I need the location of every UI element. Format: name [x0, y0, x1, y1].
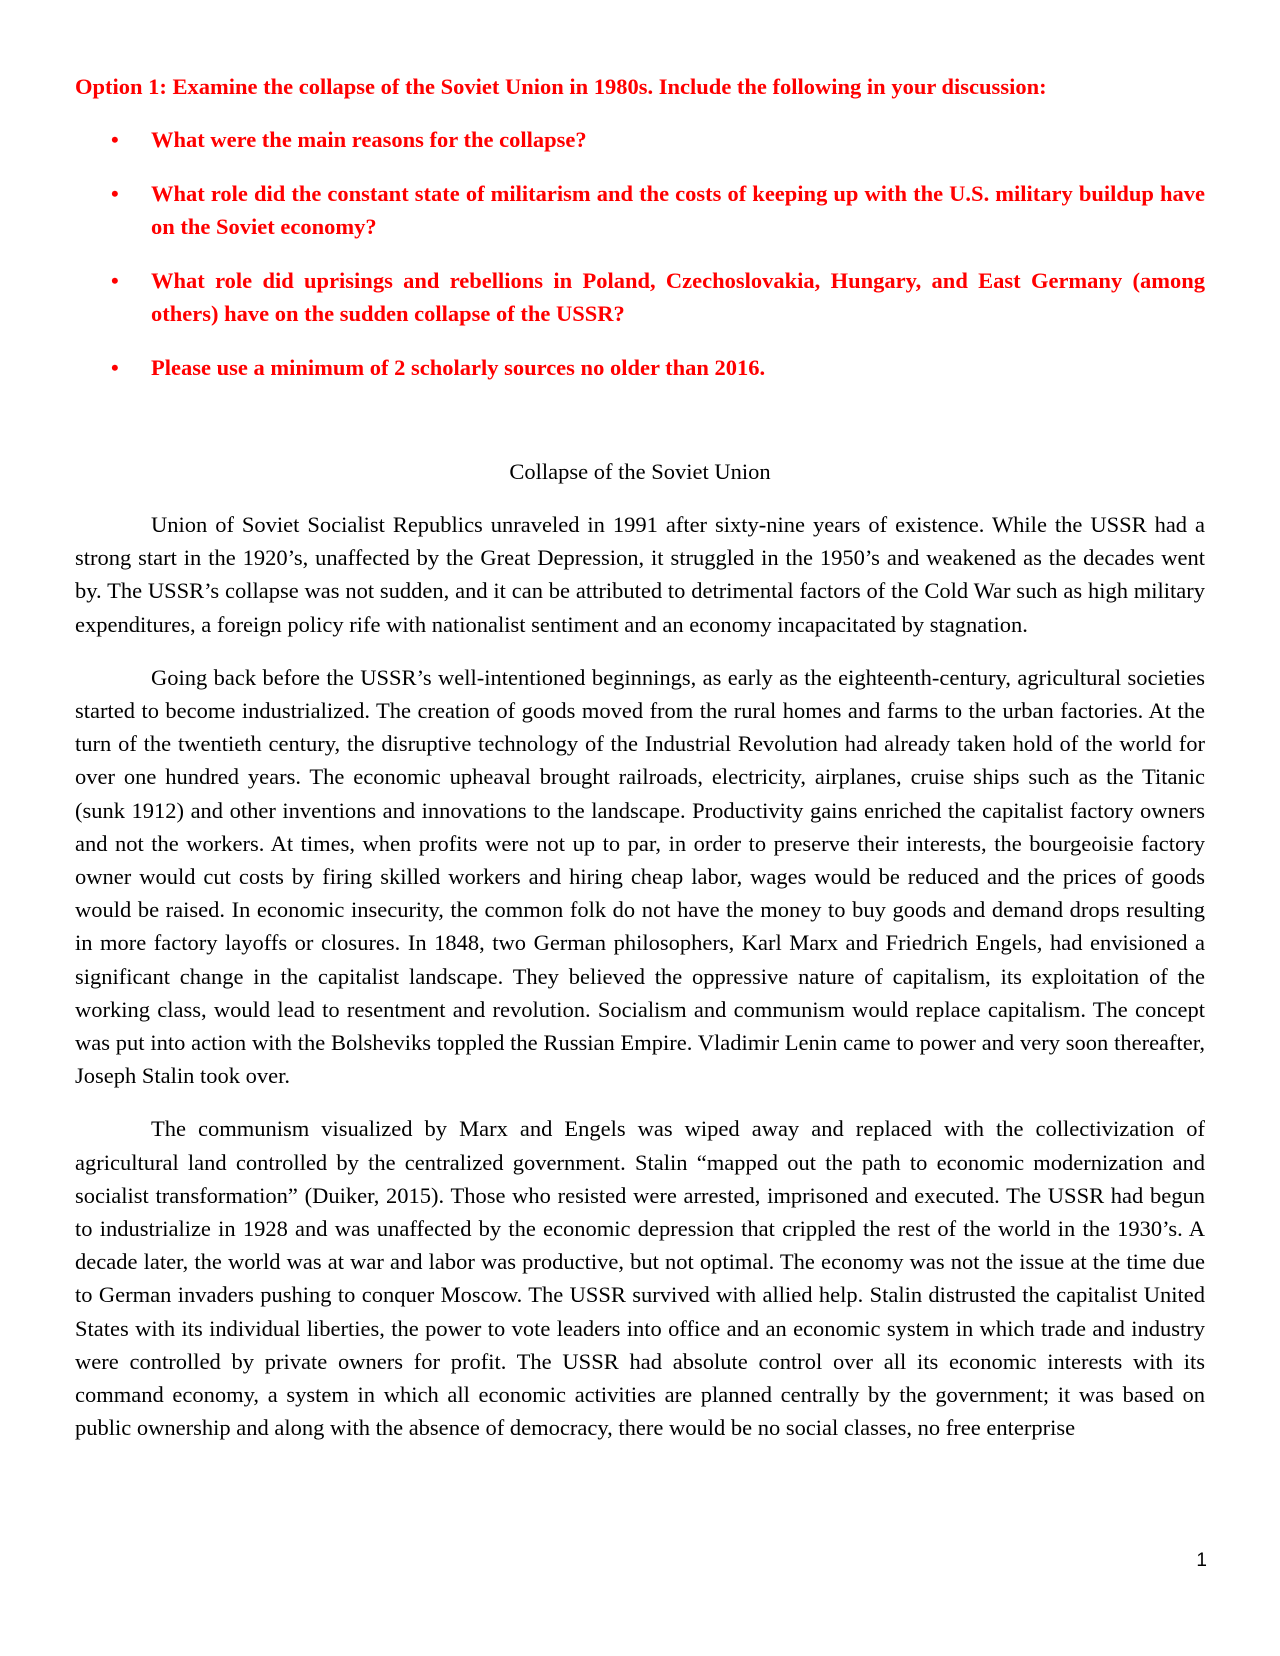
- bullet-icon: •: [111, 268, 119, 293]
- essay-paragraph: The communism visualized by Marx and Engels was wiped away and replaced with the collectivization of agricultural land controlled by the centralized government. Stalin “mapped out the path to economic modernization and socialist transformation” (Duiker, 2015). Those who resisted were arrested, imprisoned and executed. The USSR had begun to industrialize in 1928 and was unaffected by the economic depression that crippled the rest of the world in the 1930’s. A decade later, the world was at war and labor was productive, but not optimal. The economy was not the issue at the time due to German invaders pushing to conquer Moscow. The USSR survived with allied help. Stalin distrusted the capitalist United States with its individual liberties, the power to vote leaders into office and an economic system in which trade and industry were controlled by private owners for profit. The USSR had absolute control over all its economic interests with its command economy, a system in which all economic activities are planned centrally by the government; it was based on public ownership and along with the absence of democracy, there would be no social classes, no free enterprise: [75, 1116, 1205, 1441]
- prompt-bullet-text: What role did uprisings and rebellions in Poland, Czechoslovakia, Hungary, and East Germany (among others) have on the sudden collapse of the USSR?: [151, 268, 1205, 326]
- bullet-icon: •: [111, 355, 119, 380]
- prompt-bullet-text: Please use a minimum of 2 scholarly sources no older than 2016.: [151, 355, 766, 380]
- prompt-bullet-list: [75, 123, 1205, 384]
- prompt-bullet-item: [75, 351, 1205, 384]
- essay-title: Collapse of the Soviet Union: [509, 459, 771, 484]
- prompt-bullet-item: [75, 123, 1205, 156]
- prompt-bullet-item: [75, 264, 1205, 330]
- prompt-bullet-item: [75, 177, 1205, 243]
- bullet-icon: •: [111, 127, 119, 152]
- prompt-heading: Option 1: Examine the collapse of the Soviet Union in 1980s. Include the following in your discussion:: [75, 74, 1047, 99]
- essay-paragraph: Going back before the USSR’s well-intentioned beginnings, as early as the eighteenth-century, agricultural societies started to become industrialized. The creation of goods moved from the rural homes and farms to the urban factories. At the turn of the twentieth century, the disruptive technology of the Industrial Revolution had already taken hold of the world for over one hundred years. The economic upheaval brought railroads, electricity, airplanes, cruise ships such as the Titanic (sunk 1912) and other inventions and innovations to the landscape. Productivity gains enriched the capitalist factory owners and not the workers. At times, when profits were not up to par, in order to preserve their interests, the bourgeoisie factory owner would cut costs by firing skilled workers and hiring cheap labor, wages would be reduced and the prices of goods would be raised. In economic insecurity, the common folk do not have the money to buy goods and demand drops resulting in more factory layoffs or closures. In 1848, two German philosophers, Karl Marx and Friedrich Engels, had envisioned a significant change in the capitalist landscape. They believed the oppressive nature of capitalism, its exploitation of the working class, would lead to resentment and revolution. Socialism and communism would replace capitalism. The concept was put into action with the Bolsheviks toppled the Russian Empire. Vladimir Lenin came to power and very soon thereafter, Joseph Stalin took over.: [75, 664, 1205, 1089]
- essay-paragraph: Union of Soviet Socialist Republics unraveled in 1991 after sixty-nine years of existence. While the USSR had a strong start in the 1920’s, unaffected by the Great Depression, it struggled in the 1950’s and weakened as the decades went by. The USSR’s collapse was not sudden, and it can be attributed to detrimental factors of the Cold War such as high military expenditures, a foreign policy rife with nationalist sentiment and an economy incapacitated by stagnation.: [75, 512, 1205, 637]
- prompt-bullet-text: What role did the constant state of militarism and the costs of keeping up with the U.S. military buildup have on the Soviet economy?: [151, 181, 1205, 239]
- document-page: [75, 70, 1205, 1464]
- prompt-bullet-text: What were the main reasons for the collapse?: [151, 127, 587, 152]
- page-number: 1: [1196, 1550, 1207, 1571]
- bullet-icon: •: [111, 181, 119, 206]
